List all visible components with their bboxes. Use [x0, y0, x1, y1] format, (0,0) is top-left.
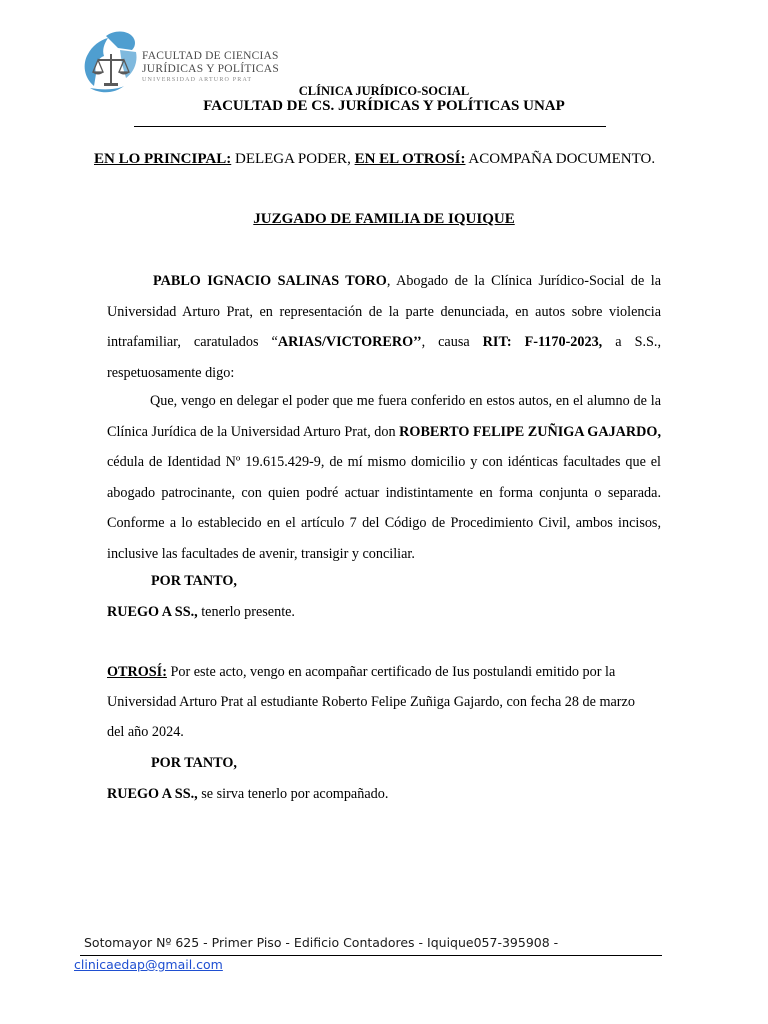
footer-email-link[interactable]: clinicaedap@gmail.com [74, 957, 223, 972]
ruego-label: RUEGO A SS., [107, 786, 198, 802]
por-tanto-2 [151, 755, 237, 772]
otrosi-label: EN EL OTROSÍ: [354, 151, 466, 167]
otrosi-heading: OTROSÍ: [107, 664, 167, 680]
ruego-text: se sirva tenerlo por acompañado. [197, 786, 389, 802]
por-tanto-text: POR TANTO, [151, 573, 237, 589]
logo-line-1: FACULTAD DE CIENCIAS [142, 50, 279, 62]
lawyer-name: PABLO IGNACIO SALINAS TORO [153, 273, 387, 289]
principal-text: DELEGA PODER, [231, 151, 355, 167]
paragraph-text: cédula de Identidad Nº 19.615.429-9, de mí mismo domicilio y con idénticas facultades que el abogado patrocinante, con quien podré actuar indistintamente en forma conjunta o separada. Conforme a lo establecido en el artículo 7 del Código de Procedimiento Civil, ambos incisos, inclusive las facultades de avenir, transigir y conciliar. [107, 454, 661, 562]
otrosi-text: Por este acto, vengo en acompañar certificado de Ius postulandi emitido por la [166, 664, 616, 680]
paragraph-text: , Abogado de la Clínica Jurídico-Social de la Universidad Arturo Prat, en representación de la parte denunciada, en autos sobre violencia intrafamiliar, caratulados “ [107, 273, 661, 350]
court-name: JUZGADO DE FAMILIA DE IQUIQUE [253, 211, 515, 227]
paragraph-delegation [107, 386, 661, 569]
paragraph-text: a S.S., respetuosamente digo: [107, 334, 662, 381]
header-divider [134, 126, 606, 127]
otrosi-text: ACOMPAÑA DOCUMENTO. [465, 151, 656, 167]
footer-address: Sotomayor Nº 625 - Primer Piso - Edificio Contadores - Iquique057-395908 - [84, 935, 559, 950]
logo-line-2: JURÍDICAS Y POLÍTICAS [142, 63, 280, 75]
principal-label: EN LO PRINCIPAL: [94, 151, 232, 167]
ruego-label: RUEGO A SS., [107, 604, 198, 620]
por-tanto-1 [151, 573, 237, 590]
faculty-name: FACULTAD DE CS. JURÍDICAS Y POLÍTICAS UNAP [203, 98, 565, 114]
por-tanto-text: POR TANTO, [151, 755, 237, 771]
ruego-2 [107, 786, 388, 803]
ruego-1 [107, 604, 295, 621]
otrosi-line-2: Universidad Arturo Prat al estudiante Roberto Felipe Zuñiga Gajardo, con fecha 28 de marzo [107, 694, 635, 710]
case-rit: RIT: F-1170-2023, [482, 334, 603, 350]
ruego-text: tenerlo presente. [197, 604, 295, 620]
footer-divider [80, 955, 662, 956]
paragraph-appearance [107, 266, 661, 388]
student-name: ROBERTO FELIPE ZUÑIGA GAJARDO, [399, 423, 661, 440]
otrosi-line-1 [107, 664, 615, 681]
clinic-name: CLÍNICA JURÍDICO-SOCIAL [298, 84, 470, 98]
case-title: ARIAS/VICTORERO’’ [277, 334, 422, 350]
paragraph-text: Que, vengo en delegar el poder que me fuera conferido en estos autos, en el alumno de la Clínica Jurídica de la Universidad Arturo Prat, don [107, 393, 661, 440]
sumilla [94, 151, 655, 168]
paragraph-text: , causa [421, 334, 483, 350]
otrosi-line-3: del año 2024. [107, 724, 184, 740]
logo-line-3: UNIVERSIDAD ARTURO PRAT [142, 77, 253, 83]
